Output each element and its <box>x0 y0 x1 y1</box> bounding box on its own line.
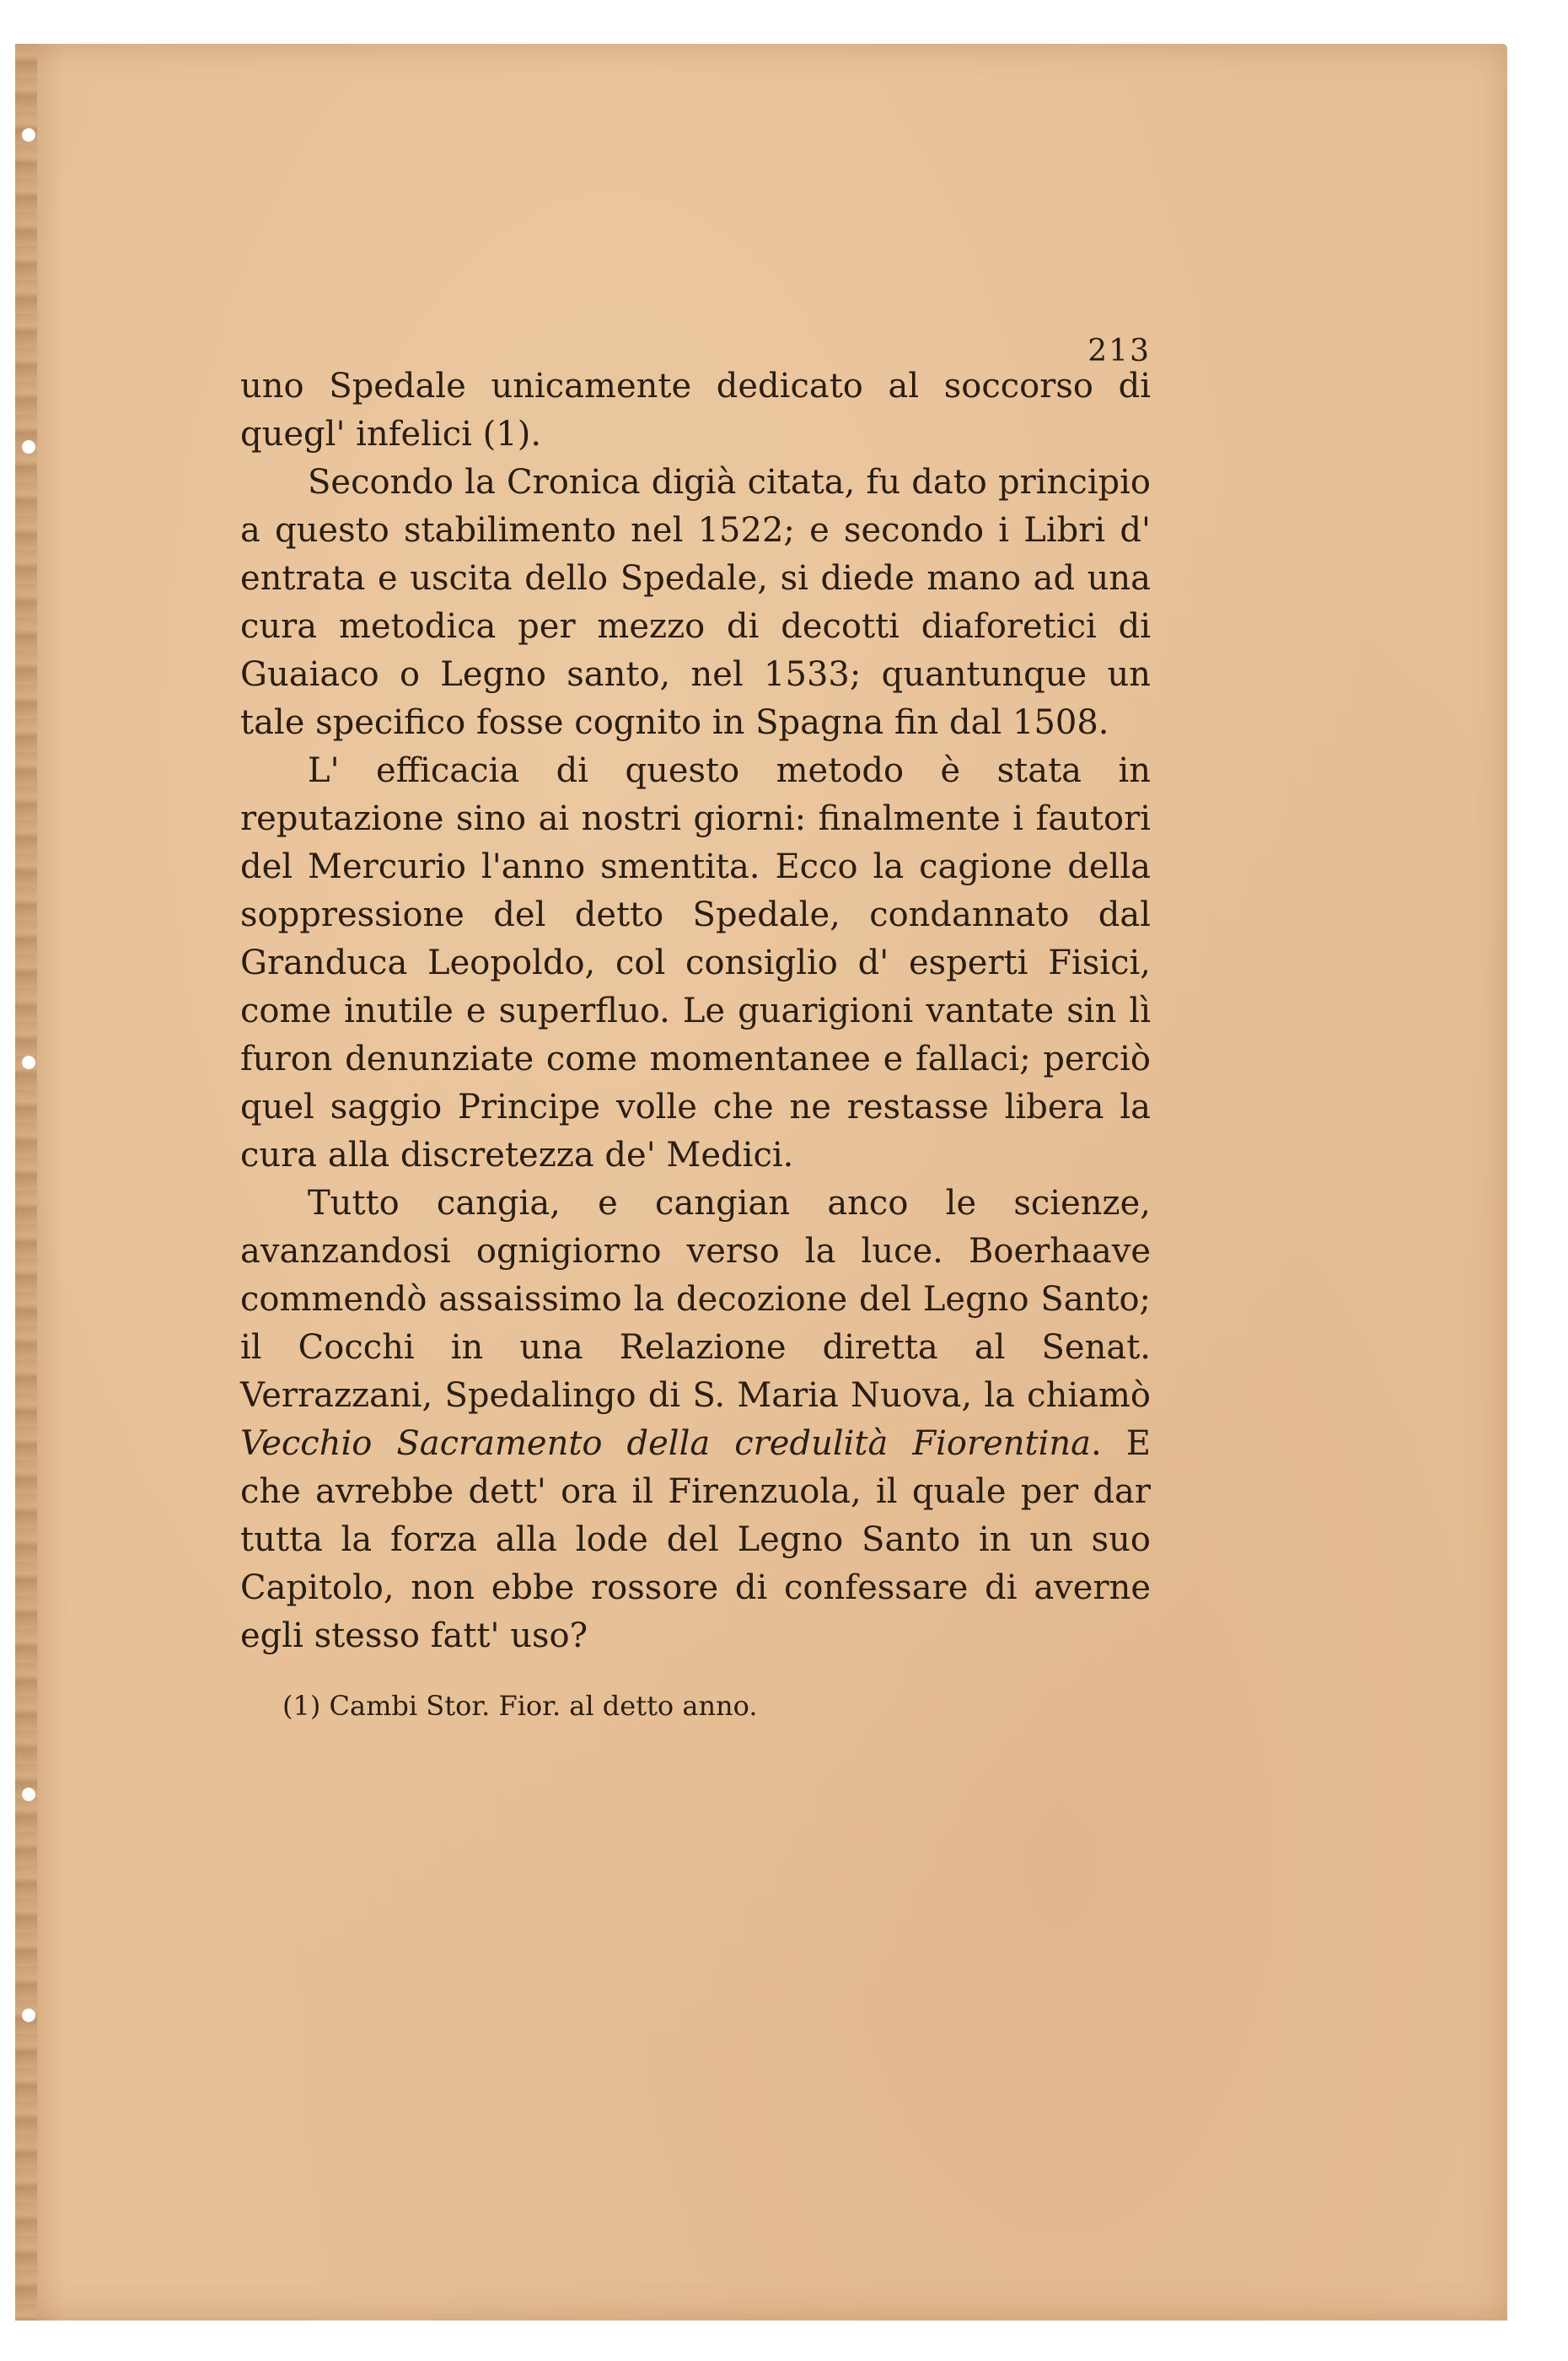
paragraph-text: Tutto cangia, e cangian anco le scienze, avanzandosi ognigiorno verso la luce. Boerhaave commendò assaissimo la decozione del Legno Santo; il Cocchi in una Relazione diretta al Senat. Verrazzani, Spedalingo di S. Maria Nuova, la chiamò <box>240 1184 1151 1415</box>
paragraph: Secondo la Cronica digià citata, fu dato principio a questo stabilimento nel 1522; e secondo i Libri d' entrata e uscita dello Spedale, si diede mano ad una cura metodica per mezzo di decotti diaforetici di Guaiaco o Legno santo, nel 1533; quantunque un tale specifico fosse cognito in Spagna fin dal 1508. <box>240 463 1151 742</box>
italic-quote: Vecchio Sacramento della credulità Fiorentina <box>240 1424 1092 1463</box>
paragraph: uno Spedale unicamente dedicato al soccorso di quegl' infelici (1). <box>240 367 1151 454</box>
page-number: 213 <box>1087 334 1151 368</box>
binding-hole <box>22 440 35 454</box>
page-text <box>240 334 1151 1724</box>
binding-edge <box>15 44 37 2321</box>
binding-hole <box>22 2009 35 2022</box>
paragraph <box>240 1180 1151 1660</box>
binding-hole <box>22 128 35 142</box>
binding-hole <box>22 1788 35 1801</box>
binding-hole <box>22 1056 35 1069</box>
footnote: (1) Cambi Stor. Fior. al detto anno. <box>282 1690 758 1722</box>
paragraph-text: . E che avrebbe dett' ora il Firenzuola, il quale per dar tutta la forza alla lode del Legno Santo in un suo Capitolo, non ebbe rossore di confessare di averne egli stesso fatt' uso? <box>240 1424 1151 1655</box>
paragraph: L' efficacia di questo metodo è stata in reputazione sino ai nostri giorni: finalmente i fautori del Mercurio l'anno smentita. Ecco la cagione della soppressione del detto Spedale, condannato dal Granduca Leopoldo, col consiglio d' esperti Fisici, come inutile e superfluo. Le guarigioni vantate sin lì furon denunziate come momentanee e fallaci; perciò quel saggio Principe volle che ne restasse libera la cura alla discretezza de' Medici. <box>240 751 1151 1175</box>
